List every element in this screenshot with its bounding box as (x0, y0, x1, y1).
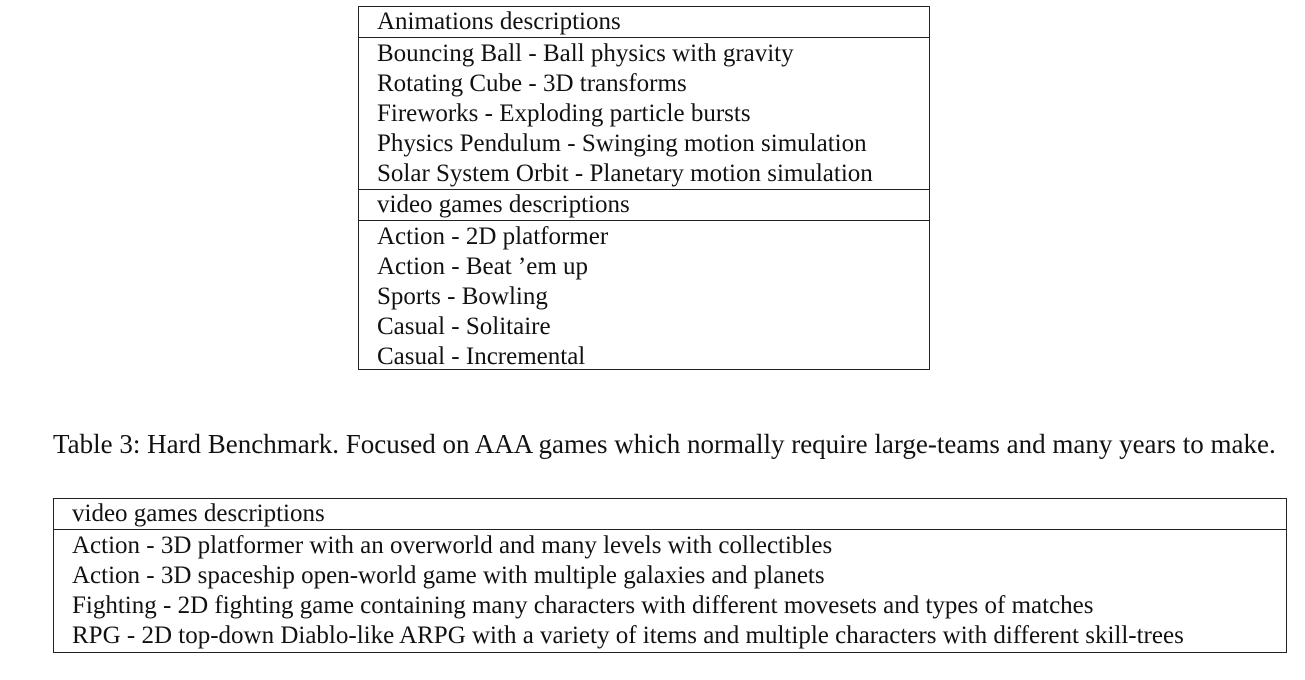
animations-header: Animations descriptions (359, 7, 929, 38)
video-game-row: Action - 2D platformer (377, 223, 609, 250)
video-game-row: Casual - Solitaire (377, 313, 551, 340)
hard-video-game-row: Action - 3D platformer with an overworld and many levels with collectibles (72, 532, 833, 559)
hard-video-game-row: Fighting - 2D fighting game containing many characters with different movesets and types of matches (72, 592, 1094, 619)
video-game-row: Casual - Incremental (377, 343, 586, 370)
benchmark-table-easy (358, 6, 930, 370)
hard-video-games-list (54, 530, 1286, 651)
video-games-header: video games descriptions (359, 189, 929, 221)
animation-row: Rotating Cube - 3D transforms (377, 70, 687, 97)
benchmark-table-hard (53, 498, 1287, 653)
hard-video-games-header: video games descriptions (54, 499, 1286, 530)
hard-video-game-row: Action - 3D spaceship open-world game with multiple galaxies and planets (72, 562, 825, 589)
video-game-row: Sports - Bowling (377, 283, 548, 310)
animation-row: Bouncing Ball - Ball physics with gravity (377, 40, 794, 67)
animation-row: Physics Pendulum - Swinging motion simulation (377, 130, 867, 157)
animation-row: Fireworks - Exploding particle bursts (377, 100, 751, 127)
video-game-row: Action - Beat ’em up (377, 253, 589, 280)
animations-list (359, 38, 929, 189)
hard-video-game-row: RPG - 2D top-down Diablo-like ARPG with a variety of items and multiple characters with different skill-trees (72, 622, 1184, 649)
video-games-list (359, 221, 929, 372)
animation-row: Solar System Orbit - Planetary motion simulation (377, 160, 873, 187)
table-caption: Table 3: Hard Benchmark. Focused on AAA games which normally require large-teams and many years to make. (53, 429, 1276, 459)
